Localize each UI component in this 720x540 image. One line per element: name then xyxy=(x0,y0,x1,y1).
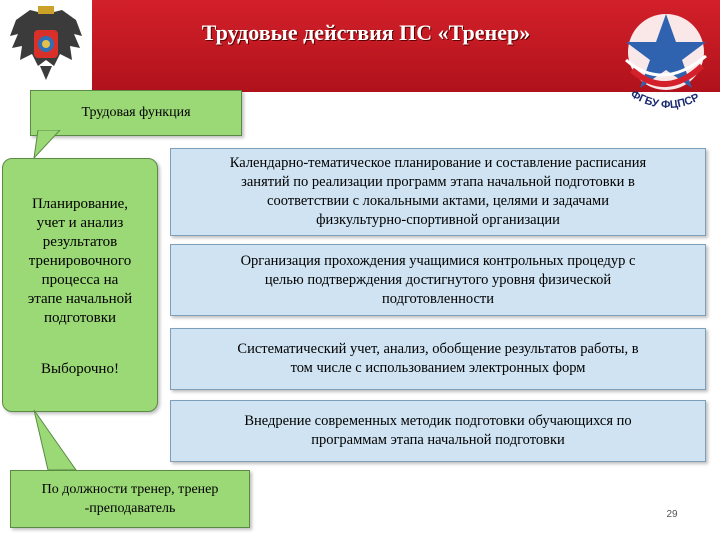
callout-pointer-bottom xyxy=(30,408,90,474)
labor-function-line: Планирование, xyxy=(31,196,129,212)
labor-function-line: результатов xyxy=(42,234,118,250)
labor-function-text xyxy=(9,195,151,328)
action-line: занятий по реализации программ этапа начальной подготовки в xyxy=(241,174,635,190)
action-box-3 xyxy=(170,328,706,390)
logo-text: ФГБУ ФЦПСР xyxy=(628,88,702,112)
position-line: По должности тренер, тренер xyxy=(41,482,219,497)
action-line: физкультурно-спортивной организации xyxy=(316,212,560,228)
action-line: Организация прохождения учащимися контрольных процедур с xyxy=(240,252,636,269)
position-line: -преподаватель xyxy=(84,501,176,516)
star-logo-icon xyxy=(612,0,720,118)
labor-function-heading: Трудовая функция xyxy=(81,105,191,120)
labor-function-box xyxy=(2,158,158,412)
coat-of-arms-icon xyxy=(0,0,92,92)
action-line: Внедрение современных методик подготовки обучающихся по xyxy=(244,413,632,429)
labor-function-line: подготовки xyxy=(43,310,117,326)
action-box-2 xyxy=(170,244,706,316)
emblem-panel xyxy=(0,0,92,92)
action-box-1 xyxy=(170,148,706,236)
action-line: программам этапа начальной подготовки xyxy=(311,432,565,448)
labor-function-line: процесса на xyxy=(41,272,119,288)
action-line: Систематический учет, анализ, обобщение результатов работы, в xyxy=(237,341,639,357)
action-line: целью подтверждения достигнутого уровня физической xyxy=(264,271,612,288)
fgbu-logo xyxy=(612,0,720,118)
action-line: подготовленности xyxy=(382,290,494,307)
selective-note: Выборочно! xyxy=(41,361,119,377)
action-line: соответствии с локальными актами, целями и задачами xyxy=(267,193,609,209)
page-title: Трудовые действия ПС «Тренер» xyxy=(201,20,531,45)
action-line: Календарно-тематическое планирование и составление расписания xyxy=(229,155,647,171)
action-box-4 xyxy=(170,400,706,462)
position-callout xyxy=(10,470,250,528)
labor-function-line: тренировочного xyxy=(28,253,132,269)
labor-function-line: этапе начальной xyxy=(27,291,133,307)
page-number: 29 xyxy=(666,509,678,520)
action-line: том числе с использованием электронных форм xyxy=(290,360,586,376)
labor-function-line: учет и анализ xyxy=(36,215,124,231)
